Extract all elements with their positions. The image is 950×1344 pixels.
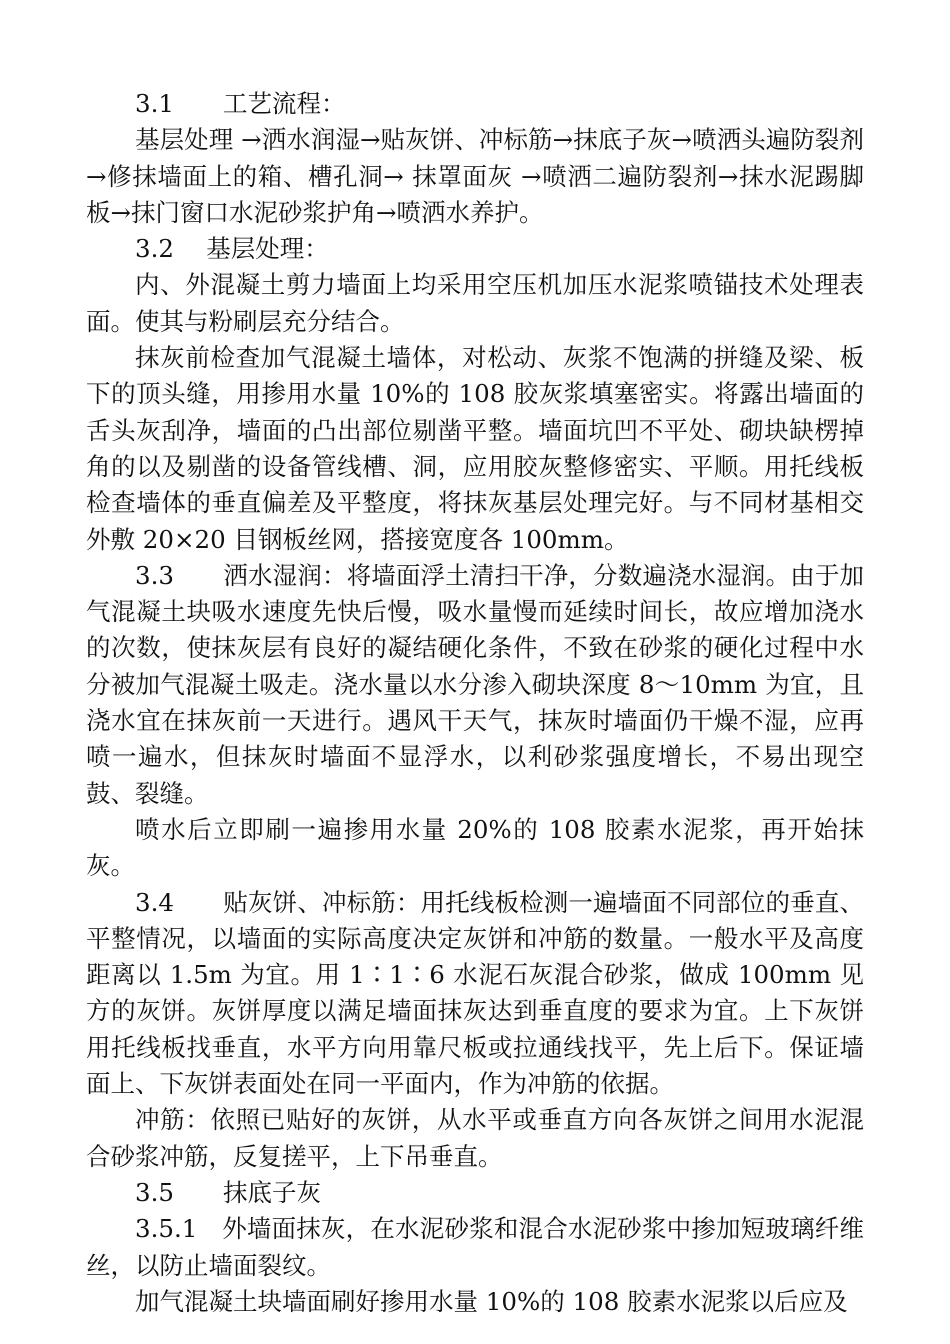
screeding-paragraph: 冲筋：依照已贴好的灰饼，从水平或垂直方向各灰饼之间用水泥混合砂浆冲筋，反复搓平，上下吊垂直。: [86, 1105, 864, 1171]
section-heading-3-2: 3.2 基层处理：: [135, 234, 329, 264]
document-body: [86, 86, 864, 1320]
section-3-3-paragraph: 3.3 洒水湿润：将墙面浮土清扫干净，分数遍浇水湿润。由于加气混凝土块吸水速度先快后慢，吸水量慢而延续时间长，故应增加浇水的次数，使抹灰层有良好的凝结硬化条件，不致在砂浆的硬化过程中水分被加气混凝土吸走。浇水量以水分渗入砌块深度 8～10mm 为宜，且浇水宜在抹灰前一天进行。遇风干天气，抹灰时墙面仍干燥不湿，应再喷一遍水，但抹灰时墙面不显浮水，以利砂浆强度增长，不易出现空鼓、裂缝。: [86, 560, 864, 808]
process-flow-paragraph: 基层处理 →洒水润湿→贴灰饼、冲标筋→抹底子灰→喷洒头遍防裂剂 →修抹墙面上的箱、槽孔洞→ 抹罩面灰 →喷洒二遍防裂剂→抹水泥踢脚板→抹门窗口水泥砂浆护角→喷洒水养护。: [86, 125, 864, 227]
wall-inspection-paragraph: 抹灰前检查加气混凝土墙体，对松动、灰浆不饱满的拼缝及梁、板下的顶头缝，用掺用水量 10%的 108 胶灰浆填塞密实。将露出墙面的舌头灰刮净，墙面的凸出部位剔凿平整。墙面坑凹不平处、砌块缺楞掉角的以及剔凿的设备管线槽、洞，应用胶灰整修密实、平顺。用托线板检查墙体的垂直偏差及平整度，将抹灰基层处理完好。与不同材基相交外敷 20×20 目钢板丝网，搭接宽度各 100mm。: [86, 343, 864, 554]
section-3-4-paragraph: 3.4 贴灰饼、冲标筋：用托线板检测一遍墙面不同部位的垂直、平整情况，以墙面的实际高度决定灰饼和冲筋的数量。一般水平及高度距离以 1.5m 为宜。用 1∶1∶6 水泥石灰混合砂浆，做成 100mm 见方的灰饼。灰饼厚度以满足墙面抹灰达到垂直度的要求为宜。上下灰饼用托线板找垂直，水平方向用靠尺板或拉通线找平，先上后下。保证墙面上、下灰饼表面处在同一平面内，作为冲筋的依据。: [86, 887, 864, 1099]
spray-water-paragraph: 喷水后立即刷一遍掺用水量 20%的 108 胶素水泥浆，再开始抹灰。: [86, 814, 864, 881]
base-treatment-paragraph: 内、外混凝土剪力墙面上均采用空压机加压水泥浆喷锚技术处理表面。使其与粉刷层充分结合。: [86, 270, 864, 336]
aerated-block-paragraph: 加气混凝土块墙面刷好掺用水量 10%的 108 胶素水泥浆以后应及: [135, 1286, 848, 1316]
section-3-5-1-paragraph: 3.5.1 外墙面抹灰，在水泥砂浆和混合水泥砂浆中掺加短玻璃纤维丝，以防止墙面裂纹。: [86, 1214, 864, 1280]
section-heading-3-5: 3.5 抹底子灰: [135, 1177, 321, 1207]
section-heading-3-1: 3.1 工艺流程：: [135, 89, 346, 118]
